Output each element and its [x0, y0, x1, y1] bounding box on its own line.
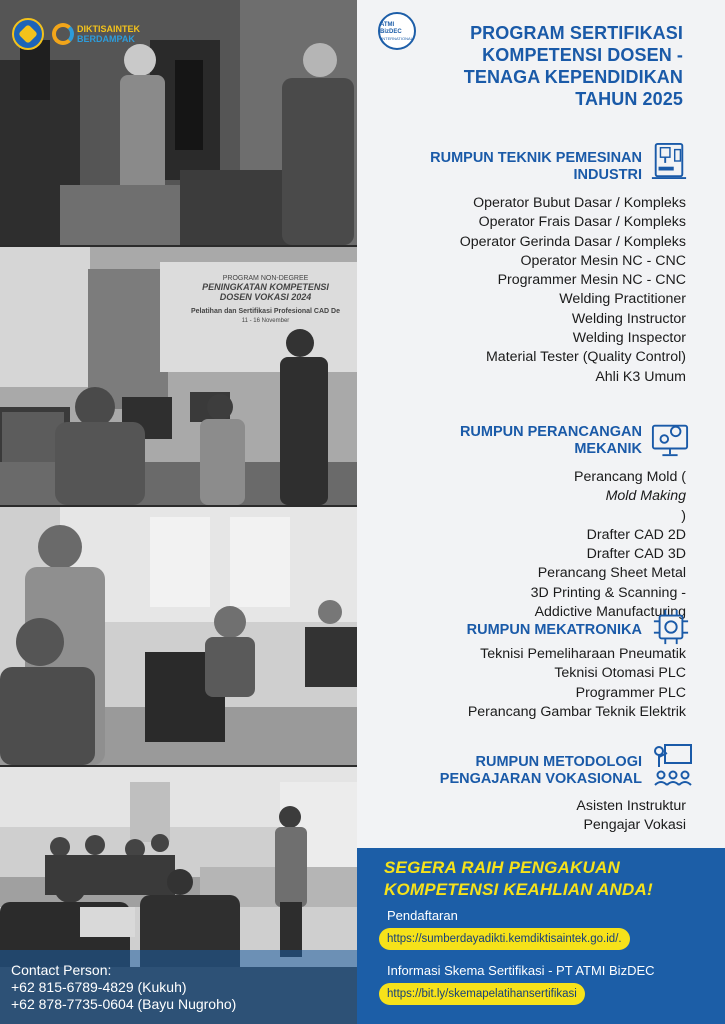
section-heading-line: INDUSTRI	[573, 167, 642, 183]
section-heading-line: RUMPUN PERANCANGAN	[459, 424, 642, 440]
list-item: Operator Mesin NC - CNC	[520, 252, 686, 269]
registration-link[interactable]: https://sumberdayadikti.kemdiktisaintek.go.id/.	[379, 928, 630, 950]
logo-text-line2: BERDAMPAK	[77, 34, 135, 44]
contact-phone-bayu[interactable]: +62 878-7735-0604 (Bayu Nugroho)	[11, 996, 237, 1012]
list-item: Operator Frais Dasar / Kompleks	[478, 214, 686, 231]
list-item: Asisten Instruktur	[576, 798, 686, 814]
list-item: Drafter CAD 3D	[586, 546, 686, 563]
logo-text-line1: DIKTISAINTEK	[77, 24, 140, 34]
list-item: Pengajar Vokasi	[583, 817, 686, 834]
cta-title	[384, 857, 653, 901]
title-line: TENAGA KEPENDIDIKAN	[463, 67, 683, 87]
section-heading-metodologi	[440, 754, 642, 788]
section-heading-mekatronika	[467, 622, 642, 639]
kemendikbud-logo	[12, 18, 44, 50]
list-item: Operator Gerinda Dasar / Kompleks	[459, 233, 686, 250]
atmi-logo-text: ATMI BizDEC	[380, 21, 402, 35]
page-title	[423, 22, 683, 110]
list-item	[531, 468, 686, 526]
list-item-suffix: )	[681, 507, 686, 524]
chip-gear-icon	[652, 608, 690, 646]
cta-title-line: KOMPETENSI KEAHLIAN ANDA!	[384, 880, 653, 899]
section-heading-line: MEKANIK	[574, 441, 642, 457]
list-item-text: Perancang Mold (	[574, 469, 686, 485]
banner-line2: PENINGKATAN KOMPETENSI	[202, 282, 329, 292]
atmi-bizdec-logo	[378, 12, 416, 50]
section-items-mekatronika	[468, 645, 686, 722]
section-heading-line: PENGAJARAN VOKASIONAL	[439, 771, 642, 787]
list-item: 3D Printing & Scanning -	[530, 584, 686, 601]
list-item: Welding Practitioner	[559, 291, 686, 308]
section-heading-line: RUMPUN MEKATRONIKA	[466, 622, 642, 638]
workshop-photo	[0, 0, 357, 245]
list-item-emphasis: Mold Making	[605, 488, 686, 505]
atmi-logo-subtext: INTERNATIONAL	[381, 35, 413, 41]
section-heading-perancangan	[460, 424, 642, 458]
section-items-perancangan	[531, 468, 686, 622]
scheme-info-link[interactable]: https://bit.ly/skemapelatihansertifikasi	[379, 983, 585, 1005]
section-items-pemesinan	[460, 194, 686, 387]
list-item: Addictive Manufacturing	[534, 604, 686, 621]
contact-label: Contact Person:	[11, 962, 112, 978]
banner-line4: Pelatihan dan Sertifikasi Profesional CAD De	[191, 308, 340, 315]
banner-line5: 11 - 16 November	[241, 318, 290, 324]
registration-label: Pendaftaran	[387, 908, 458, 923]
list-item: Programmer PLC	[575, 684, 686, 701]
section-items-metodologi	[576, 797, 686, 836]
title-line: KOMPETENSI DOSEN -	[482, 45, 683, 65]
list-item: Operator Bubut Dasar / Kompleks	[473, 195, 686, 211]
contact-box	[0, 950, 357, 1024]
list-item: Ahli K3 Umum	[595, 368, 686, 385]
list-item: Welding Instructor	[571, 310, 686, 327]
diktisaintek-logo	[52, 23, 140, 45]
list-item: Welding Inspector	[572, 330, 686, 347]
cta-title-line: SEGERA RAIH PENGAKUAN	[384, 858, 620, 877]
teacher-classroom-icon	[651, 743, 695, 787]
computer-gear-icon	[651, 420, 689, 458]
list-item: Teknisi Otomasi PLC	[554, 665, 686, 682]
list-item: Material Tester (Quality Control)	[485, 349, 686, 366]
banner-line1: PROGRAM NON-DEGREE	[222, 275, 309, 282]
header-logos	[12, 18, 140, 50]
section-heading-pemesinan	[430, 150, 642, 184]
event-banner	[178, 275, 353, 324]
list-item: Teknisi Pemeliharaan Pneumatik	[480, 646, 686, 662]
cad-training-photo	[0, 247, 357, 505]
list-item: Perancang Sheet Metal	[537, 565, 686, 582]
list-item: Drafter CAD 2D	[586, 526, 686, 543]
section-heading-line: RUMPUN TEKNIK PEMESINAN	[430, 150, 642, 166]
banner-line3: DOSEN VOKASI 2024	[219, 292, 312, 302]
contact-phone-kukuh[interactable]: +62 815-6789-4829 (Kukuh)	[11, 979, 187, 995]
title-line: PROGRAM SERTIFIKASI	[470, 23, 683, 43]
lab-session-photo	[0, 507, 357, 765]
list-item: Programmer Mesin NC - CNC	[497, 272, 686, 289]
cnc-machine-icon	[650, 142, 688, 180]
list-item: Perancang Gambar Teknik Elektrik	[467, 703, 686, 720]
title-line: TAHUN 2025	[575, 89, 683, 109]
photo-column	[0, 0, 357, 1024]
scheme-info-label: Informasi Skema Sertifikasi - PT ATMI BizDEC	[387, 963, 655, 978]
section-heading-line: RUMPUN METODOLOGI	[475, 754, 642, 770]
